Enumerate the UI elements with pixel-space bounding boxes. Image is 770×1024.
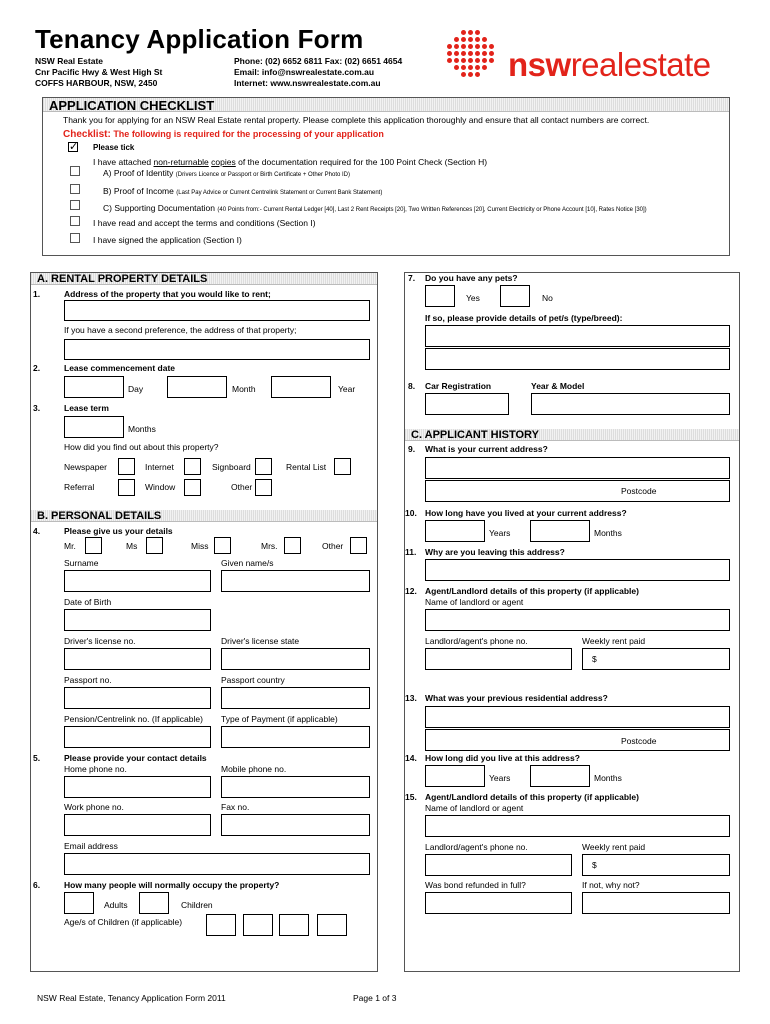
logo-dot — [461, 30, 466, 35]
children-label: Children — [181, 900, 213, 910]
footer-form-name: NSW Real Estate, Tenancy Application Form 2011 — [37, 993, 226, 1003]
checklist-label: Checklist: — [63, 129, 111, 140]
checklist-desc: The following is required for the processing of your application — [113, 129, 384, 139]
logo-dot — [447, 58, 452, 63]
logo-dot — [461, 51, 466, 56]
weekly-rent-input-1[interactable] — [582, 648, 730, 670]
checklist-attached — [93, 157, 487, 167]
checkbox-internet[interactable] — [184, 458, 201, 475]
landlord-name-input-1[interactable] — [425, 609, 730, 631]
item-a — [103, 168, 350, 178]
license-state-input[interactable] — [221, 648, 370, 670]
logo-dot — [475, 44, 480, 49]
agency-contact — [234, 56, 402, 89]
months-label: Months — [128, 424, 156, 434]
item-b-label: B) Proof of Income — [103, 186, 174, 196]
logo-dot — [461, 72, 466, 77]
license-state-label: Driver's license state — [221, 636, 300, 646]
weekly-rent-label-1: Weekly rent paid — [582, 636, 646, 646]
bond-input[interactable] — [425, 892, 572, 914]
attached-copies: copies — [211, 157, 236, 167]
landlord-name-label-1: Name of landlord or agent — [425, 597, 524, 607]
logo-dot — [468, 58, 473, 63]
dob-input[interactable] — [64, 609, 211, 631]
checklist-heading: APPLICATION CHECKLIST — [43, 98, 729, 112]
child-age-input-2[interactable] — [243, 914, 273, 936]
landlord-name-label-2: Name of landlord or agent — [425, 803, 524, 813]
why-not-label: If not, why not? — [582, 880, 640, 890]
logo-dot — [447, 51, 452, 56]
attached-post: of the documentation required for the 100 Point Check (Section H) — [235, 157, 488, 167]
second-pref-label: If you have a second preference, the address of that property; — [64, 325, 297, 335]
logo-dot — [475, 30, 480, 35]
item-b — [103, 186, 382, 196]
month-label: Month — [232, 384, 256, 394]
current-address-input-1[interactable] — [425, 457, 730, 479]
logo-dots-icon — [447, 30, 497, 80]
given-name-label: Given name/s — [221, 558, 274, 568]
checkbox-miss[interactable] — [214, 537, 231, 554]
months-label-1: Months — [594, 528, 622, 538]
q15-label: Agent/Landlord details of this property (if applicable) — [425, 792, 639, 802]
agency-name: NSW Real Estate — [35, 56, 104, 66]
footer-page-number: Page 1 of 3 — [353, 993, 397, 1003]
q13-label: What was your previous residential address? — [425, 693, 608, 703]
yes-label: Yes — [466, 293, 480, 303]
q7-label: Do you have any pets? — [425, 273, 518, 283]
lease-month-input[interactable] — [167, 376, 227, 398]
license-input[interactable] — [64, 648, 211, 670]
years-label-2: Years — [489, 773, 511, 783]
work-phone-input[interactable] — [64, 814, 211, 836]
logo-dot — [489, 58, 494, 63]
q8-number: 8. — [408, 381, 416, 391]
year-model-input[interactable] — [531, 393, 730, 415]
agency-address-line2: COFFS HARBOUR, NSW, 2450 — [35, 78, 158, 88]
miss-label: Miss — [191, 541, 209, 551]
property-address-input[interactable] — [64, 300, 370, 321]
logo-realestate: realestate — [570, 46, 711, 83]
logo-dot — [461, 44, 466, 49]
landlord-phone-input-2[interactable] — [425, 854, 572, 876]
fax-input[interactable] — [221, 814, 370, 836]
day-label: Day — [128, 384, 144, 394]
q1-label: Address of the property that you would like to rent; — [64, 289, 271, 299]
internet-label: Internet — [145, 462, 174, 472]
agency-email: Email: info@nswrealestate.com.au — [234, 67, 375, 77]
logo-dot — [454, 51, 459, 56]
q2-number: 2. — [33, 363, 41, 373]
logo-dot — [461, 37, 466, 42]
rental-list-label: Rental List — [286, 462, 327, 472]
lease-term-input[interactable] — [64, 416, 124, 438]
ms-label: Ms — [126, 541, 138, 551]
lease-day-input[interactable] — [64, 376, 124, 398]
item-c-note: (40 Points from:- Current Rental Ledger [40], Last 2 Rent Receipts [20], Two Written References [20], Current Electricity or Phone Account [10], Rates Notice [30]) — [217, 207, 647, 213]
logo-dot — [468, 51, 473, 56]
car-registration-input[interactable] — [425, 393, 509, 415]
logo-dot — [468, 44, 473, 49]
logo-dot — [468, 65, 473, 70]
payment-type-label: Type of Payment (if applicable) — [221, 714, 338, 724]
q5-label: Please provide your contact details — [64, 753, 207, 763]
checkbox-signed[interactable] — [70, 233, 80, 243]
mr-label: Mr. — [64, 541, 76, 551]
logo-dot — [468, 37, 473, 42]
logo-dot — [482, 44, 487, 49]
pets-no-input[interactable] — [500, 285, 530, 307]
checkbox-referral[interactable] — [118, 479, 135, 496]
checkbox-signboard[interactable] — [255, 458, 272, 475]
prev-months-input[interactable] — [530, 765, 590, 787]
checkbox-newspaper[interactable] — [118, 458, 135, 475]
item-a-note: (Drivers Licence or Passport or Birth Certificate + Other Photo ID) — [175, 172, 351, 178]
months-lived-input[interactable] — [530, 520, 590, 542]
work-phone-label: Work phone no. — [64, 802, 124, 812]
window-label: Window — [145, 482, 176, 492]
lease-year-input[interactable] — [271, 376, 331, 398]
years-lived-input[interactable] — [425, 520, 485, 542]
passport-country-label: Passport country — [221, 675, 285, 685]
logo-nsw: nsw — [508, 46, 571, 83]
q6-label: How many people will normally occupy the property? — [64, 880, 280, 890]
logo-dot — [482, 58, 487, 63]
logo-dot — [475, 51, 480, 56]
q10-number: 10. — [405, 508, 417, 518]
logo-dot — [461, 58, 466, 63]
logo-dot — [454, 58, 459, 63]
passport-label: Passport no. — [64, 675, 112, 685]
year-label: Year — [338, 384, 356, 394]
checkbox-supporting-docs[interactable] — [70, 200, 80, 210]
landlord-phone-label-2: Landlord/agent's phone no. — [425, 842, 528, 852]
logo-dot — [482, 51, 487, 56]
q12-label: Agent/Landlord details of this property (if applicable) — [425, 586, 639, 596]
landlord-phone-input-1[interactable] — [425, 648, 572, 670]
logo-dot — [468, 72, 473, 77]
logo-dot — [475, 37, 480, 42]
q15-number: 15. — [405, 792, 417, 802]
pets-details-label: If so, please provide details of pet/s (type/breed): — [425, 313, 623, 323]
q9-label: What is your current address? — [425, 444, 548, 454]
logo-dot — [489, 44, 494, 49]
current-address-input-2[interactable] — [425, 480, 730, 502]
postcode-label-1: Postcode — [621, 486, 657, 496]
q2-label: Lease commencement date — [64, 363, 176, 373]
section-b-heading: B. PERSONAL DETAILS — [31, 510, 377, 522]
passport-input[interactable] — [64, 687, 211, 709]
passport-country-input[interactable] — [221, 687, 370, 709]
q3-label: Lease term — [64, 403, 109, 413]
logo-dot — [475, 72, 480, 77]
checkbox-proof-income[interactable] — [70, 184, 80, 194]
reason-leaving-input[interactable] — [425, 559, 730, 581]
q5-number: 5. — [33, 753, 41, 763]
logo-dot — [454, 65, 459, 70]
q10-label: How long have you lived at your current address? — [425, 508, 627, 518]
logo-dot — [475, 58, 480, 63]
q14-label: How long did you live at this address? — [425, 753, 580, 763]
other-title-label: Other — [322, 541, 344, 551]
child-age-input-4[interactable] — [317, 914, 347, 936]
find-out-label: How did you find out about this property? — [64, 442, 219, 452]
child-age-input-3[interactable] — [279, 914, 309, 936]
section-a-heading: A. RENTAL PROPERTY DETAILS — [31, 273, 377, 285]
read-terms: I have read and accept the terms and conditions (Section I) — [93, 218, 316, 228]
year-model-label: Year & Model — [531, 381, 585, 391]
previous-address-input-1[interactable] — [425, 706, 730, 728]
q4-label: Please give us your details — [64, 526, 173, 536]
agency-address-line1: Cnr Pacific Hwy & West High St — [35, 67, 163, 77]
payment-type-input[interactable] — [221, 726, 370, 748]
checkbox-other-title[interactable] — [350, 537, 367, 554]
checkbox-mrs[interactable] — [284, 537, 301, 554]
children-input[interactable] — [139, 892, 169, 914]
mobile-input[interactable] — [221, 776, 370, 798]
postcode-label-2: Postcode — [621, 736, 657, 746]
agency-address — [35, 56, 162, 89]
logo-dot — [489, 51, 494, 56]
email-input[interactable] — [64, 853, 370, 875]
logo-dot — [482, 65, 487, 70]
years-label-1: Years — [489, 528, 511, 538]
pension-label: Pension/Centrelink no. (If applicable) — [64, 714, 203, 724]
item-c — [103, 203, 647, 213]
attached-non-returnable: non-returnable — [153, 157, 209, 167]
agency-internet: Internet: www.nswrealestate.com.au — [234, 78, 381, 88]
item-c-label: C) Supporting Documentation — [103, 203, 215, 213]
newspaper-label: Newspaper — [64, 462, 107, 472]
signed: I have signed the application (Section I) — [93, 235, 242, 245]
logo-dot — [447, 44, 452, 49]
signboard-label: Signboard — [212, 462, 251, 472]
pets-details-input-2[interactable] — [425, 348, 730, 370]
checkbox-read-terms[interactable] — [70, 216, 80, 226]
checkbox-rental-list[interactable] — [334, 458, 351, 475]
dollar-sign-2: $ — [592, 860, 597, 870]
weekly-rent-label-2: Weekly rent paid — [582, 842, 646, 852]
section-c-heading: C. APPLICANT HISTORY — [405, 429, 739, 441]
logo-dot — [454, 37, 459, 42]
checkbox-mr[interactable] — [85, 537, 102, 554]
q8-label: Car Registration — [425, 381, 492, 391]
attached-pre: I have attached — [93, 157, 154, 167]
checkbox-ms[interactable] — [146, 537, 163, 554]
logo-dot — [482, 37, 487, 42]
logo-dot — [461, 65, 466, 70]
child-age-input-1[interactable] — [206, 914, 236, 936]
q1-number: 1. — [33, 289, 41, 299]
checkbox-proof-identity[interactable] — [70, 166, 80, 176]
q9-number: 9. — [408, 444, 416, 454]
checkbox-other-source[interactable] — [255, 479, 272, 496]
item-b-note: (Last Pay Advice or Current Centrelink Statement or Current Bank Statement) — [176, 190, 383, 196]
other-source-label: Other — [231, 482, 253, 492]
brand-logo — [508, 46, 711, 84]
landlord-phone-label-1: Landlord/agent's phone no. — [425, 636, 528, 646]
checklist-title — [63, 129, 384, 140]
prev-years-input[interactable] — [425, 765, 485, 787]
mrs-label: Mrs. — [261, 541, 278, 551]
adults-label: Adults — [104, 900, 128, 910]
q11-label: Why are you leaving this address? — [425, 547, 565, 557]
fax-label: Fax no. — [221, 802, 250, 812]
ages-label: Age/s of Children (if applicable) — [64, 917, 183, 927]
surname-label: Surname — [64, 558, 99, 568]
months-label-2: Months — [594, 773, 622, 783]
q7-number: 7. — [408, 273, 416, 283]
pension-input[interactable] — [64, 726, 211, 748]
referral-label: Referral — [64, 482, 95, 492]
please-tick: Please tick — [93, 143, 135, 152]
why-not-input[interactable] — [582, 892, 730, 914]
q11-number: 11. — [405, 547, 417, 557]
landlord-name-input-2[interactable] — [425, 815, 730, 837]
check-mark-icon: ✓ — [69, 141, 79, 153]
agency-phone: Phone: (02) 6652 6811 Fax: (02) 6651 4654 — [234, 56, 403, 66]
second-pref-input[interactable] — [64, 339, 370, 360]
license-label: Driver's license no. — [64, 636, 136, 646]
previous-address-input-2[interactable] — [425, 729, 730, 751]
item-a-label: A) Proof of Identity — [103, 168, 174, 178]
page-title: Tenancy Application Form — [35, 24, 364, 54]
logo-dot — [454, 44, 459, 49]
q14-number: 14. — [405, 753, 417, 763]
logo-dot — [475, 65, 480, 70]
q3-number: 3. — [33, 403, 41, 413]
logo-dot — [468, 30, 473, 35]
bond-label: Was bond refunded in full? — [425, 880, 526, 890]
no-label: No — [542, 293, 553, 303]
q6-number: 6. — [33, 880, 41, 890]
email-label: Email address — [64, 841, 118, 851]
weekly-rent-input-2[interactable] — [582, 854, 730, 876]
adults-input[interactable] — [64, 892, 94, 914]
pets-yes-input[interactable] — [425, 285, 455, 307]
q12-number: 12. — [405, 586, 417, 596]
checkbox-window[interactable] — [184, 479, 201, 496]
home-phone-input[interactable] — [64, 776, 211, 798]
home-phone-label: Home phone no. — [64, 764, 127, 774]
checklist-intro: Thank you for applying for an NSW Real Estate rental property. Please complete this application thoroughly and ensure that all contact numbers are correct. — [63, 115, 650, 125]
dob-label: Date of Birth — [64, 597, 112, 607]
surname-input[interactable] — [64, 570, 211, 592]
pets-details-input-1[interactable] — [425, 325, 730, 347]
q13-number: 13. — [405, 693, 417, 703]
mobile-label: Mobile phone no. — [221, 764, 287, 774]
q4-number: 4. — [33, 526, 41, 536]
given-name-input[interactable] — [221, 570, 370, 592]
dollar-sign-1: $ — [592, 654, 597, 664]
